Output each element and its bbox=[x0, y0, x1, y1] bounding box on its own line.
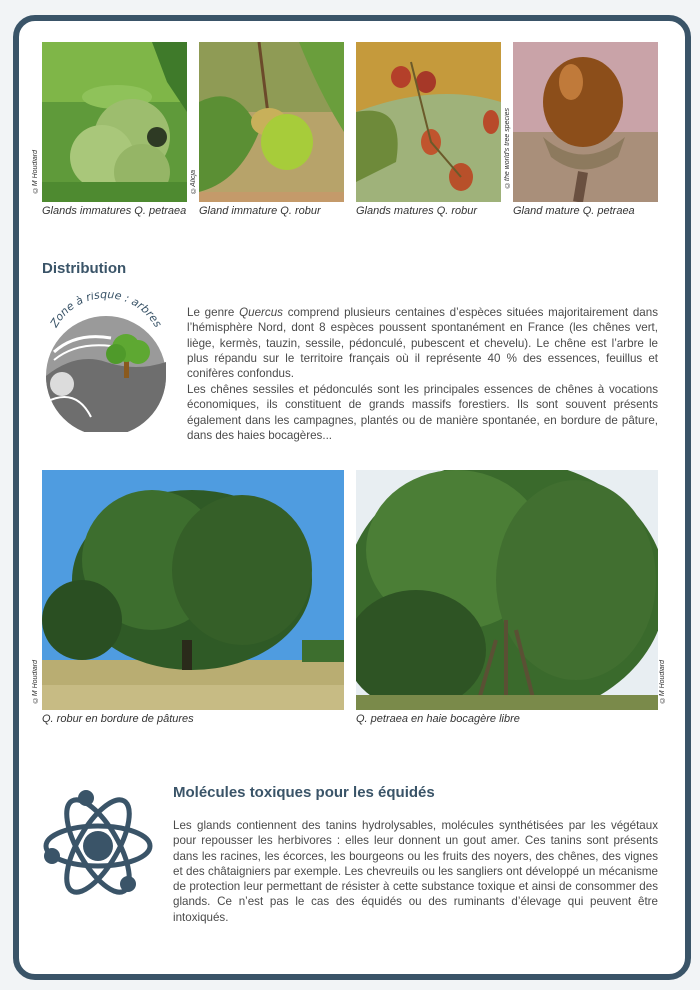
photo-credit: ©M Houdiard bbox=[32, 150, 39, 194]
photo-credit: ©M Houdiard bbox=[659, 660, 666, 704]
photo-caption: Q. robur en bordure de pâtures bbox=[42, 713, 194, 725]
photo-caption: Glands matures Q. robur bbox=[356, 205, 478, 217]
photo-gland-mature-petraea bbox=[513, 42, 658, 202]
distribution-paragraph-1: Le genre Quercus comprend plusieurs centaines d’espèces situées majoritairement dans l’hémisphère Nord, dont 8 espèces poussent spontanément en France (les chênes vert, liège, kermès, tauzin, sessile, pédonculé, pubescent et chevelu). Le chêne est l’arbre le plus répandu sur le territoire français où il représente 40 % des essences, feuillus et conifères confondus. bbox=[187, 306, 658, 381]
toxic-paragraph: Les glands contiennent des tanins hydrolysables, molécules synthétisées par les végétaux pour repousser les herbivores : elles leur donnent un gout amer. Ces tanins sont présents dans les racines, les écorces, les bourgeons ou les fruits des noyers, des chênes, des vignes et des châtaigniers par exemple. Les chevreuils ou les sangliers ont développé un mécanisme de protection leur permettant de résister à cette substance toxique et ainsi de consommer des glands. Ce n’est pas le cas des équidés ou des ruminants d’élevage qui peuvent être intoxiqués. bbox=[173, 819, 658, 924]
photo-glands-immatures-petraea bbox=[42, 42, 187, 202]
badge-label: Zone à risque : arbres bbox=[47, 292, 165, 330]
photo-credit: ©the world's tree species bbox=[504, 108, 511, 188]
photo-credit: ©M Houdiard bbox=[32, 660, 39, 704]
photo-glands-matures-robur bbox=[356, 42, 501, 202]
photo-caption: Gland mature Q. petraea bbox=[513, 205, 635, 217]
photo-gland-immature-robur bbox=[199, 42, 344, 202]
risk-zone-badge bbox=[36, 292, 176, 432]
photo-petraea-hedge bbox=[356, 470, 658, 710]
section-title-toxic: Molécules toxiques pour les équidés bbox=[173, 784, 435, 801]
photo-caption: Gland immature Q. robur bbox=[199, 205, 321, 217]
section-title-distribution: Distribution bbox=[42, 260, 127, 277]
atom-icon bbox=[40, 788, 156, 904]
distribution-paragraph-2: Les chênes sessiles et pédonculés sont les principales essences de chênes à vocations économiques, ils constituent de grands massifs forestiers. Ils sont souvent présents également dans les campagnes, plantés ou de manière spontanée, en bordure de pâture, dans des haies bocagères... bbox=[187, 383, 658, 442]
photo-caption: Q. petraea en haie bocagère libre bbox=[356, 713, 520, 725]
photo-credit: ©Alicja bbox=[190, 170, 197, 194]
photo-robur-pastures bbox=[42, 470, 344, 710]
photo-caption: Glands immatures Q. petraea bbox=[42, 205, 187, 217]
